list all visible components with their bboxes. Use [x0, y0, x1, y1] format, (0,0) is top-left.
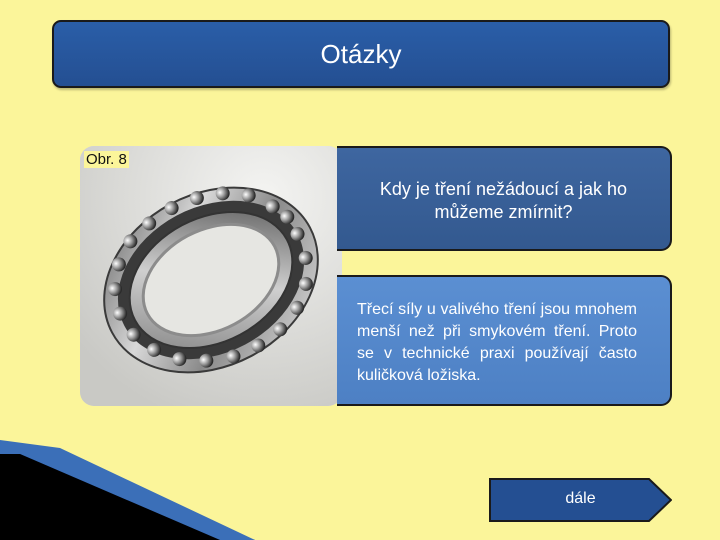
- title-bar: [52, 20, 670, 88]
- question-box: [337, 146, 672, 251]
- decorative-corner-stripe: [0, 440, 260, 540]
- answer-box: [337, 275, 672, 406]
- figure-label: Obr. 8: [86, 151, 127, 168]
- answer-text: Třecí síly u valivého tření jsou mnohem menší než při smykovém tření. Proto se v technické praxi používají často kuličková ložiska.: [357, 301, 637, 384]
- slide-title: Otázky: [320, 38, 402, 69]
- next-button-label: dále: [565, 490, 596, 507]
- question-text: Kdy je tření nežádoucí a jak ho můžeme zmírnit?: [379, 179, 628, 222]
- ball-bearing-photo: [80, 146, 342, 406]
- next-button[interactable]: [489, 478, 672, 522]
